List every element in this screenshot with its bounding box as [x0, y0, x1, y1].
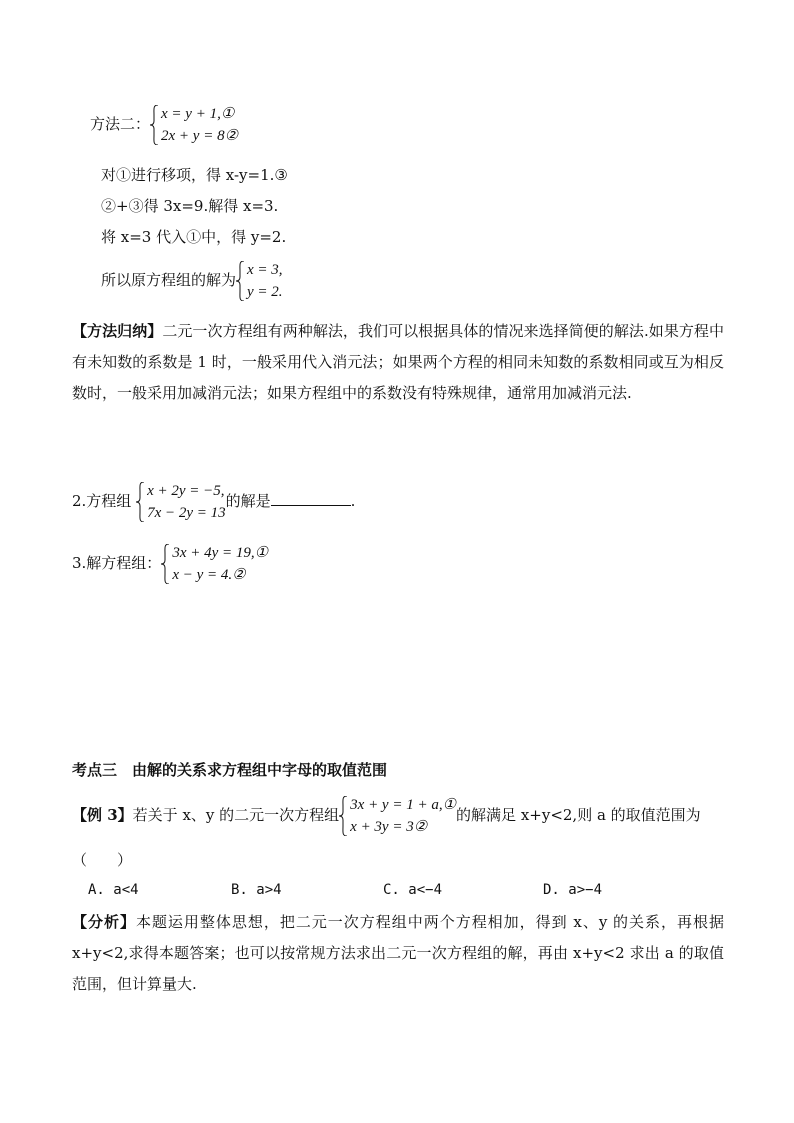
- method2-label: 方法二：: [90, 115, 151, 133]
- option-a[interactable]: A. a<4: [88, 882, 139, 898]
- q3-system: [161, 542, 268, 586]
- q3-prefix: 3.解方程组：: [72, 554, 162, 572]
- example3-text-after: 的解满足 x+y<2,则 a 的取值范围为: [456, 806, 701, 824]
- method2-system: [150, 103, 238, 147]
- method2-row: [90, 103, 238, 147]
- method2-eq2: 2x + y = 8②: [161, 128, 239, 144]
- brace-icon: [236, 261, 245, 301]
- step-3: 将 x=3 代入①中，得 y=2.: [101, 228, 287, 246]
- question-3: [72, 542, 268, 586]
- method-summary: [72, 316, 724, 409]
- solution-label: 所以原方程组的解为: [101, 271, 237, 289]
- q2-suffix: 的解是: [225, 492, 271, 510]
- method2-eq1: x = y + 1,①: [161, 106, 235, 122]
- analysis-tag: 【分析】: [72, 913, 136, 931]
- example3-tag: 【例 3】: [72, 806, 133, 824]
- answer-blank[interactable]: [271, 491, 351, 506]
- analysis-text: 本题运用整体思想，把二元一次方程组中两个方程相加，得到 x、y 的关系，再根据 x+y<2,求得本题答案；也可以按常规方法求出二元一次方程组的解，再由 x+y<2 求出 a 的取值范围，但计算量大.: [72, 913, 724, 993]
- brace-icon: [339, 796, 348, 836]
- option-c[interactable]: C. a<−4: [383, 882, 443, 898]
- q2-eq2: 7x − 2y = 13: [147, 505, 226, 521]
- brace-icon: [161, 544, 170, 584]
- solution-eq1: x = 3,: [247, 262, 283, 278]
- analysis: [72, 907, 724, 1000]
- example3-text-before: 若关于 x、y 的二元一次方程组: [132, 806, 340, 824]
- q3-eq1: 3x + 4y = 19,①: [172, 545, 269, 561]
- solution-eq2: y = 2.: [247, 284, 283, 300]
- section-3-heading: 考点三 由解的关系求方程组中字母的取值范围: [72, 761, 388, 779]
- option-b[interactable]: B. a>4: [231, 882, 282, 898]
- example3-system: [339, 794, 456, 838]
- example3-eq2: x + 3y = 3②: [350, 819, 428, 835]
- q3-eq2: x − y = 4.②: [172, 567, 246, 583]
- brace-icon: [150, 105, 159, 145]
- solution-system: [236, 259, 283, 303]
- step-1: 对①进行移项，得 x-y=1.③: [101, 166, 288, 184]
- example-3: [72, 794, 701, 838]
- option-d[interactable]: D. a>−4: [543, 882, 603, 898]
- q2-prefix: 2.方程组: [72, 492, 132, 510]
- summary-text: 二元一次方程组有两种解法，我们可以根据具体的情况来选择简便的解法.如果方程中有未知数的系数是 1 时，一般采用代入消元法；如果两个方程的相同未知数的系数相同或互为相反数时，一般采用加减消元法；如果方程组中的系数没有特殊规律，通常用加减消元法.: [72, 322, 724, 402]
- brace-icon: [136, 482, 145, 522]
- q2-end: .: [350, 492, 356, 510]
- step-2: ②+③得 3x=9.解得 x=3.: [101, 197, 279, 215]
- summary-tag: 【方法归纳】: [72, 322, 163, 340]
- solution-row: [101, 259, 283, 303]
- example3-paren: （ ）: [72, 851, 133, 869]
- question-2: [72, 480, 355, 524]
- q2-eq1: x + 2y = −5,: [147, 483, 225, 499]
- example3-eq1: 3x + y = 1 + a,①: [350, 797, 457, 813]
- q2-system: [136, 480, 226, 524]
